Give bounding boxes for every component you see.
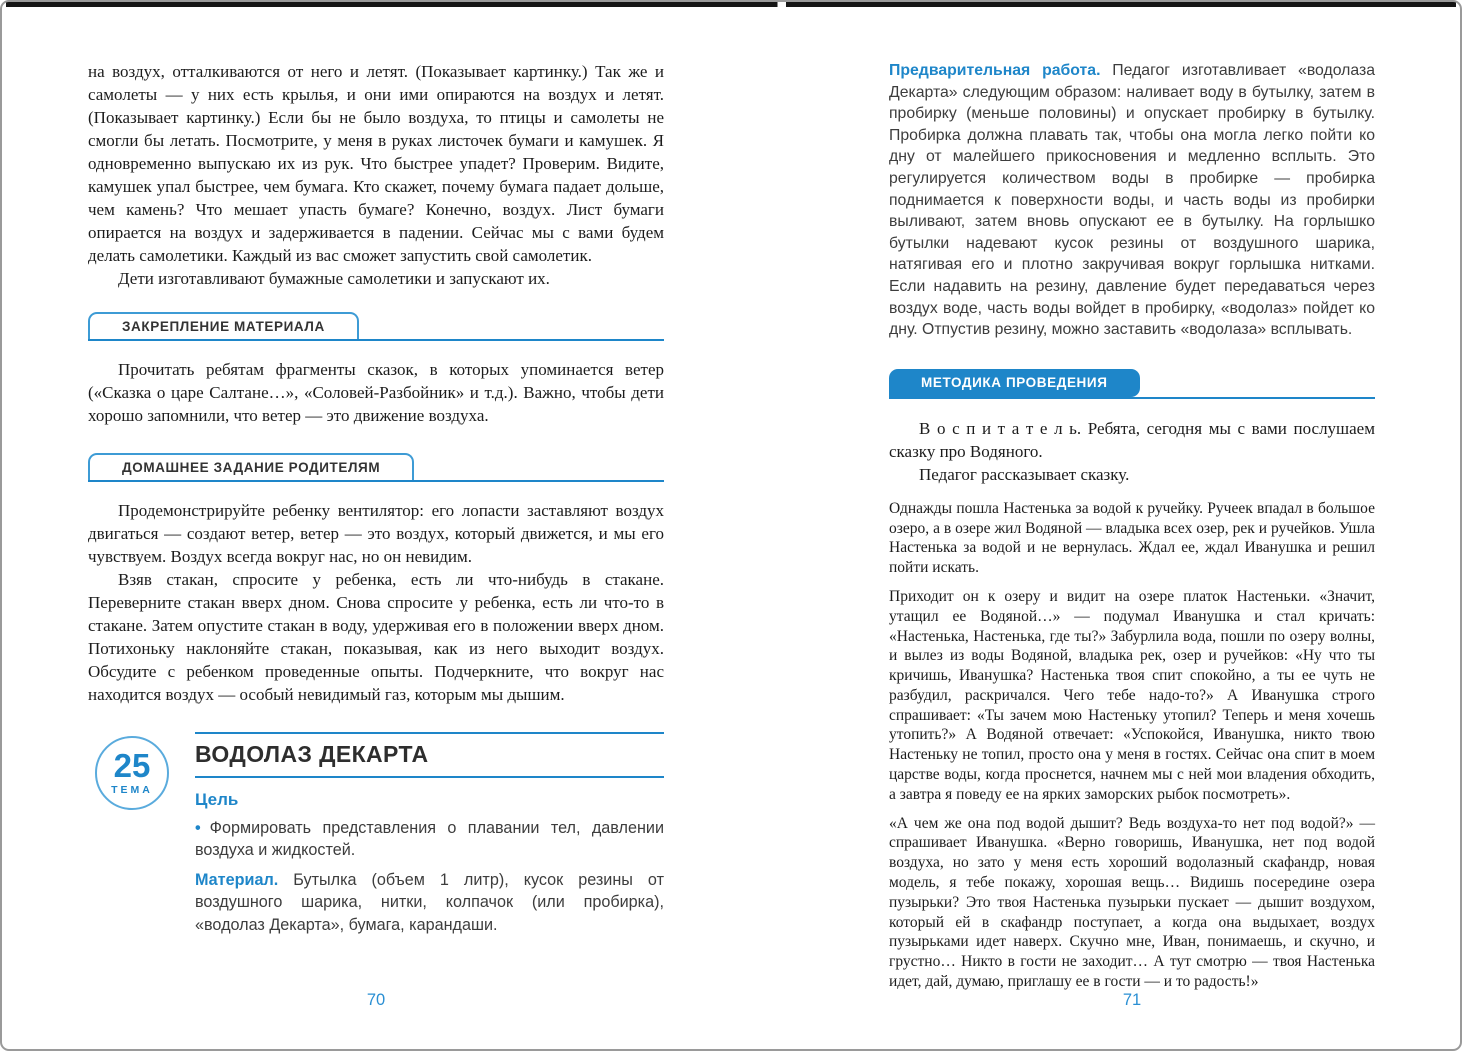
page-right [889, 60, 1375, 1012]
paragraph-homework-2: Взяв стакан, спросите у ребенка, есть ли что-нибудь в стакане. Переверните стакан вверх дном. Снова спросите у ребенка, есть ли что-то в стакане. Затем опустите стакан в воду, удерживая его в положении вверх дном. Потихоньку наклоняйте стакан, показывая, как из него выходит воздух. Обсудите с ребенком проведенные опыты. Подчеркните, что вокруг нас находится воздух — особый невидимый газ, которым мы дышим. [88, 570, 664, 704]
topic-block [88, 732, 664, 936]
topic-title: ВОДОЛАЗ ДЕКАРТА [195, 741, 429, 767]
material-paragraph [195, 869, 664, 936]
preparation-text: Педагог изготавливает «водолаза Декарта» следующим образом: наливает воду в бутылку, затем в пробирку (меньше половины) и опускает пробирку в бутылку. Пробирка должна плавать так, чтобы она могла легко пойти ко дну от малейшего прикосновения и медленно всплыть. Это регулируется количеством воды в пробирке — пробирка поднимается к поверхности воды, и часть воды из пробирки выливают, затем вновь опускают ее в бутылку. На горлышко бутылки надевают кусок резины от воздушного шарика, натягивая его и плотно закручивая вокруг горлышка нитками. Если надавить на резину, давление будет передаваться через воздух воде, часть воды войдет в пробирку, «водолаз» пойдет ко дну. Отпустив резину, можно заставить «водолаза» всплывать. [889, 62, 1375, 339]
material-text: Бутылка (объем 1 литр), кусок резины от воздушного шарика, нитки, колпачок (или пробирка), «водолаз Декарта», бумага, карандаши. [195, 870, 664, 934]
page-number-left: 70 [366, 991, 386, 1009]
goal-heading: Цель [195, 790, 239, 809]
page-number-right: 71 [1122, 991, 1142, 1009]
paragraph-homework-1: Продемонстрируйте ребенку вентилятор: его лопасти заставляют воздух двигаться — создают ветер, ветер — это воздух, который движется, и мы его чувствуем. Воздух всегда вокруг нас, но он невидим. [88, 501, 664, 566]
paragraph-consolidation: Прочитать ребятам фрагменты сказок, в которых упоминается ветер («Сказка о царе Салтане…», «Соловей-Разбойник» и т.д.). Важно, чтобы дети хорошо запомнили, что ветер — это движение воздуха. [88, 360, 664, 425]
section-consolidation [88, 312, 664, 341]
paragraph-children-action: Дети изготавливают бумажные самолетики и запускают их. [118, 269, 550, 288]
paragraph-preparation [889, 60, 1375, 341]
page-left [88, 60, 664, 1012]
section-tab-consolidation: ЗАКРЕПЛЕНИЕ МАТЕРИАЛА [88, 312, 359, 339]
section-homework [88, 453, 664, 482]
dialog-note: Педагог рассказывает сказку. [919, 464, 1130, 484]
section-tab-homework: ДОМАШНЕЕ ЗАДАНИЕ РОДИТЕЛЯМ [88, 453, 414, 480]
book-binding-edge [6, 2, 1456, 7]
topic-badge-label: ТЕМА [111, 784, 153, 796]
section-method [889, 369, 1375, 399]
story-paragraph-1: Однажды пошла Настенька за водой к ручейку. Ручеек впадал в большое озеро, а в озере жил Водяной — владыка всех озер, рек и ручейков. Ушла Настенька за водой и не вернулась. Ждал ее, ждал Иванушка и решил пойти искать. [889, 499, 1375, 577]
story-paragraph-3: «А чем же она под водой дышит? Ведь воздуха-то нет под водой?» — спрашивает Иванушка. «Верно говоришь, Иванушка, нет под водой воздуха, но зато у меня есть хороший водолазный скафандр, новая модель, я тебе покажу, хорошая вещь… Видишь посередине озера пузырьки? Это твоя Настенька пузырьки пускает — дышит воздухом, который ей в скафандр поступает, а когда она выдыхает, воздух пузырьками идет наверх. Скучно мне, Иван, понимаешь, и скучно, и грустно… Никто в гости не заходит… А тут смотрю — твоя Настенька идет, дай, думаю, приглашу ее в гости — и то радость!» [889, 814, 1375, 991]
section-tab-method: МЕТОДИКА ПРОВЕДЕНИЯ [889, 369, 1140, 397]
story-paragraph-2: Приходит он к озеру и видит на озере платок Настеньки. «Значит, утащил ее Водяной…» — подумал Иванушка и стал кричать: «Настенька, Настенька, где ты?» Забурлила вода, пошли по озеру волны, и вылез из воды Водяной, владыка рек, озер и ручейков: «Ну что ты кричишь, Иванушка? Настенька твоя спит спокойно, а ты ее чуть не разбудил, раскричался. Чего тебе надо-то?» А Иванушка строго спрашивает: «Ты зачем мою Настеньку утопил? Теперь и меня хочешь утопить?» А Водяной отвечает: «Успокойся, Иванушка, никто твою Настеньку не топил, просто она у меня в гостях. Сейчас она спит в моем царстве воды, когда проснется, начнем мы с ней мои владения обходить, а завтра я поведу ее на ярких заморских рыбок посмотреть». [889, 587, 1375, 803]
title-rule-bottom [195, 776, 664, 778]
topic-number-badge [95, 736, 169, 810]
bullet-icon: • [195, 819, 201, 837]
dialog-teacher: В о с п и т а т е л ь. Ребята, сегодня мы с вами послушаем сказку про Водяного. [889, 418, 1375, 461]
topic-number: 25 [113, 747, 151, 784]
paragraph-air-lesson: на воздух, отталкиваются от него и летят. (Показывает картинку.) Так же и самолеты — у них есть крылья, и они ими опираются на воздух и летят. (Показывает картинку.) Если бы не было воздуха, то птицы и самолеты не смогли бы летать. Посмотрите, у меня в руках листочек бумаги и камушек. Я одновременно выпускаю их из рук. Что быстрее упадет? Проверим. Видите, камушек упал быстрее, чем бумага. Кто скажет, почему бумага падает дольше, чем камень? Что мешает упасть бумаге? Конечно, воздух. Лист бумаги опирается на воздух и задерживается в падении. Сейчас мы с вами будем делать самолетики. Каждый из вас сможет запустить свой самолетик. [88, 62, 664, 265]
preparation-label: Предварительная работа. [889, 62, 1101, 79]
topic-body [195, 732, 664, 936]
material-label: Материал. [195, 870, 279, 889]
goal-item-text: Формировать представления о плавании тел, давлении воздуха и жидкостей. [195, 819, 664, 860]
goal-item [195, 817, 664, 862]
